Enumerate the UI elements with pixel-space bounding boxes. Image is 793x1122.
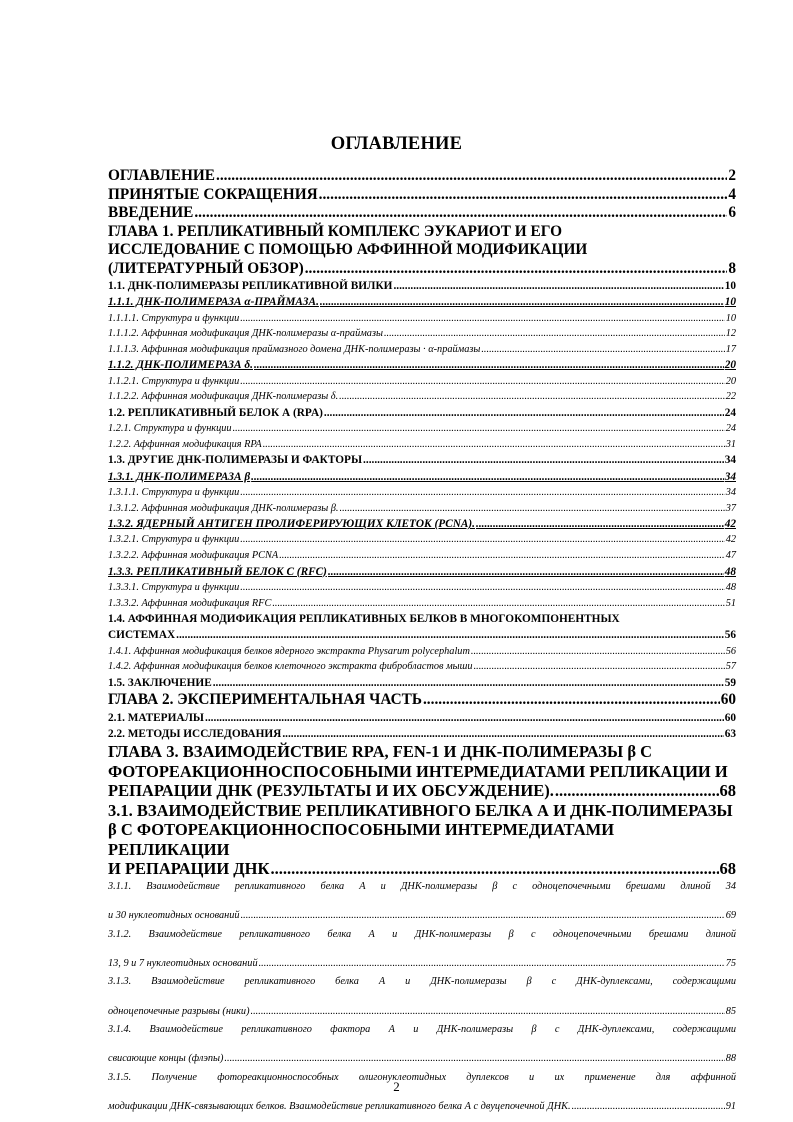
dot-leader	[240, 580, 724, 596]
dot-leader	[240, 311, 724, 327]
toc-entry-title-line: 1.4. АФФИННАЯ МОДИФИКАЦИЯ РЕПЛИКАТИВНЫХ БЕЛКОВ В МНОГОКОМПОНЕНТНЫХ	[108, 613, 620, 626]
toc-entry-page: 60	[724, 711, 736, 724]
toc-entry[interactable]	[108, 532, 736, 548]
toc-entry-title-line: ГЛАВА 3. ВЗАИМОДЕЙСТВИЕ RPA, FEN-1 И ДНК-ПОЛИМЕРАЗЫ β С	[108, 742, 653, 762]
toc-entry-title: 2.2. МЕТОДЫ ИССЛЕДОВАНИЯ	[108, 727, 282, 740]
toc-entry[interactable]	[108, 485, 736, 501]
toc-entry-title: ОГЛАВЛЕНИЕ	[108, 167, 215, 184]
dot-leader	[224, 1052, 724, 1067]
toc-entry[interactable]	[108, 975, 736, 1019]
dot-leader	[251, 469, 724, 485]
dot-leader	[176, 627, 724, 643]
table-of-contents	[108, 167, 736, 1115]
toc-entry-title: 1.5. ЗАКЛЮЧЕНИЕ	[108, 676, 212, 689]
toc-entry-title: 1.1.1.3. Аффинная модификация праймазного домена ДНК-полимеразы · α-праймазы	[108, 343, 481, 355]
toc-entry[interactable]	[108, 326, 736, 342]
toc-entry[interactable]	[108, 186, 736, 205]
dot-leader	[555, 781, 719, 801]
toc-entry-title-line: 3.1.1. Взаимодействие репликативного белка А и ДНК-полимеразы β с одноцепочечными брешами длиной 34	[108, 880, 736, 892]
toc-entry[interactable]	[108, 294, 736, 310]
toc-entry-title: РЕПАРАЦИИ ДНК (РЕЗУЛЬТАТЫ И ИХ ОБСУЖДЕНИЕ).	[108, 781, 554, 801]
toc-entry-title: 1.2.2. Аффинная модификация RPA	[108, 438, 262, 450]
toc-entry-title: 1.1.1. ДНК-ПОЛИМЕРАЗА α-ПРАЙМАЗА.	[108, 296, 319, 309]
dot-leader	[339, 389, 725, 405]
toc-entry[interactable]	[108, 548, 736, 564]
toc-entry-page: 85	[725, 1005, 736, 1017]
dot-leader	[474, 659, 725, 675]
toc-entry[interactable]	[108, 710, 736, 726]
toc-entry-page: 8	[728, 259, 736, 277]
toc-entry[interactable]	[108, 204, 736, 223]
dot-leader	[572, 1100, 725, 1115]
toc-entry-page: 42	[724, 518, 736, 531]
toc-entry[interactable]	[108, 437, 736, 453]
toc-entry[interactable]	[108, 742, 736, 801]
toc-entry-title: и 30 нуклеотидных оснований	[108, 909, 240, 921]
toc-entry-page: 42	[725, 534, 736, 546]
toc-entry[interactable]	[108, 611, 736, 644]
toc-entry-page: 91	[725, 1101, 736, 1113]
toc-entry-title: 13, 9 и 7 нуклеотидных оснований	[108, 957, 258, 969]
toc-entry-page: 20	[725, 375, 736, 387]
toc-entry[interactable]	[108, 311, 736, 327]
toc-entry-title: 1.3. ДРУГИЕ ДНК-ПОЛИМЕРАЗЫ И ФАКТОРЫ	[108, 454, 363, 467]
toc-entry-page: 34	[724, 470, 736, 483]
toc-entry-page: 31	[725, 438, 736, 450]
toc-entry-title: 1.1.2. ДНК-ПОЛИМЕРАЗА δ.	[108, 359, 253, 372]
toc-entry[interactable]	[108, 801, 736, 879]
dot-leader	[240, 532, 724, 548]
dot-leader	[320, 294, 724, 310]
dot-leader	[270, 859, 718, 879]
toc-entry-page: 68	[719, 859, 736, 879]
toc-entry[interactable]	[108, 469, 736, 485]
toc-entry-title-line: ИССЛЕДОВАНИЕ С ПОМОЩЬЮ АФФИННОЙ МОДИФИКАЦИИ	[108, 241, 588, 258]
toc-entry-title: свисающие концы (флэпы)	[108, 1053, 224, 1065]
dot-leader	[328, 564, 724, 580]
dot-leader	[471, 644, 725, 660]
toc-entry[interactable]	[108, 564, 736, 580]
toc-entry-title: СИСТЕМАХ	[108, 629, 176, 642]
toc-entry-page: 68	[719, 781, 736, 801]
toc-entry-title: 1.1.2.1. Структура и функции	[108, 375, 240, 387]
dot-leader	[282, 726, 723, 742]
toc-entry-page: 69	[725, 909, 736, 921]
toc-entry-title: 1.3.1. ДНК-ПОЛИМЕРАЗА β	[108, 470, 251, 483]
toc-entry-title-line: 3.1. ВЗАИМОДЕЙСТВИЕ РЕПЛИКАТИВНОГО БЕЛКА А И ДНК-ПОЛИМЕРАЗЫ	[108, 800, 733, 820]
toc-entry-title: модификации ДНК-связывающих белков. Взаимодействие репликативного белка А с двуцепочечной ДНК.	[108, 1101, 571, 1113]
toc-entry-title: 1.2.1. Структура и функции	[108, 423, 232, 435]
toc-entry-page: 4	[728, 185, 736, 203]
toc-entry-page: 2	[728, 167, 736, 184]
dot-leader	[324, 405, 724, 421]
toc-entry-title: 1.3.3.2. Аффинная модификация RFC	[108, 597, 272, 609]
dot-leader	[481, 342, 724, 358]
toc-entry-title: 1.4.2. Аффинная модификация белков клеточного экстракта фибробластов мыши	[108, 661, 473, 673]
toc-entry-title-line: 3.1.5. Получение фотореакционноспособных олигонуклеотидных дуплексов и их применение для аффинной	[108, 1071, 736, 1083]
toc-entry[interactable]	[108, 167, 736, 186]
dot-leader	[259, 957, 725, 972]
toc-entry-page: 48	[725, 581, 736, 593]
toc-entry-title: 1.3.2. ЯДЕРНЫЙ АНТИГЕН ПРОЛИФЕРИРУЮЩИХ КЛЕТОК (PCNA).	[108, 518, 476, 531]
toc-entry-page: 22	[725, 391, 736, 403]
dot-leader	[216, 167, 727, 186]
dot-leader	[393, 278, 723, 294]
toc-entry-page: 75	[725, 957, 736, 969]
toc-entry-title: ГЛАВА 2. ЭКСПЕРИМЕНТАЛЬНАЯ ЧАСТЬ	[108, 691, 422, 709]
toc-entry-title-line: 3.1.2. Взаимодействие репликативного белка А и ДНК-полимеразы β с одноцепочечными брешами длиной	[108, 928, 736, 940]
toc-entry-title-line: ГЛАВА 1. РЕПЛИКАТИВНЫЙ КОМПЛЕКС ЭУКАРИОТ И ЕГО	[108, 222, 562, 240]
toc-entry-title-line: β С ФОТОРЕАКЦИОННОСПОСОБНЫМИ ИНТЕРМЕДИАТАМИ РЕПЛИКАЦИИ	[108, 820, 615, 859]
toc-entry-title: 1.1.1.1. Структура и функции	[108, 312, 240, 324]
toc-entry-page: 10	[724, 296, 736, 309]
toc-entry[interactable]	[108, 691, 736, 710]
toc-entry-title: 1.1.2.2. Аффинная модификация ДНК-полимеразы δ.	[108, 391, 339, 403]
toc-entry[interactable]	[108, 644, 736, 660]
toc-entry-page: 24	[725, 423, 736, 435]
toc-entry-page: 12	[725, 328, 736, 340]
toc-entry-title: 1.3.3.1. Структура и функции	[108, 581, 240, 593]
dot-leader	[363, 452, 724, 468]
page-title: ОГЛАВЛЕНИЕ	[330, 134, 463, 154]
dot-leader	[240, 374, 724, 390]
toc-entry[interactable]	[108, 726, 736, 742]
dot-leader	[263, 437, 725, 453]
toc-entry[interactable]	[108, 389, 736, 405]
toc-entry-title: 2.1. МАТЕРИАЛЫ	[108, 711, 205, 724]
dot-leader	[279, 548, 725, 564]
toc-entry-title: 1.1. ДНК-ПОЛИМЕРАЗЫ РЕПЛИКАТИВНОЙ ВИЛКИ	[108, 280, 393, 292]
toc-entry-page: 57	[725, 661, 736, 673]
toc-entry[interactable]	[108, 374, 736, 390]
toc-entry-page: 10	[725, 312, 736, 324]
toc-entry[interactable]	[108, 501, 736, 517]
dot-leader	[251, 1005, 725, 1020]
toc-entry-title: 1.3.2.1. Структура и функции	[108, 534, 240, 546]
toc-entry[interactable]	[108, 580, 736, 596]
dot-leader	[241, 909, 725, 924]
toc-entry-title: ВВЕДЕНИЕ	[108, 204, 194, 221]
toc-entry-page: 20	[724, 359, 736, 372]
toc-entry[interactable]	[108, 675, 736, 691]
toc-entry-title: 1.3.1.1. Структура и функции	[108, 486, 240, 498]
toc-entry[interactable]	[108, 596, 736, 612]
toc-entry-page: 34	[725, 486, 736, 498]
dot-leader	[254, 357, 724, 373]
toc-entry-title-line: 3.1.4. Взаимодействие репликативного фактора А и ДНК-полимеразы β с ДНК-дуплексами, содержащими	[108, 1024, 736, 1036]
toc-entry-title: И РЕПАРАЦИИ ДНК	[108, 859, 270, 879]
toc-entry[interactable]	[108, 516, 736, 532]
dot-leader	[476, 516, 724, 532]
toc-entry-title: одноцепочечные разрывы (ники)	[108, 1005, 250, 1017]
toc-entry[interactable]	[108, 357, 736, 373]
dot-leader	[423, 691, 720, 710]
toc-entry[interactable]	[108, 1023, 736, 1067]
toc-entry[interactable]	[108, 928, 736, 972]
toc-entry-page: 17	[725, 343, 736, 355]
toc-entry-title-line: 3.1.3. Взаимодействие репликативного белка А и ДНК-полимеразы β с ДНК-дуплексами, содержащими	[108, 976, 736, 988]
toc-entry[interactable]	[108, 405, 736, 421]
dot-leader	[272, 596, 724, 612]
dot-leader	[205, 710, 724, 726]
toc-entry-title: (ЛИТЕРАТУРНЫЙ ОБЗОР)	[108, 259, 304, 277]
toc-entry-title-line: ФОТОРЕАКЦИОННОСПОСОБНЫМИ ИНТЕРМЕДИАТАМИ РЕПЛИКАЦИИ И	[108, 761, 728, 781]
toc-entry-page: 63	[724, 727, 736, 740]
toc-entry-page: 6	[728, 204, 736, 221]
toc-entry[interactable]	[108, 342, 736, 358]
dot-leader	[240, 485, 724, 501]
toc-entry-title: 1.3.2.2. Аффинная модификация PCNA	[108, 550, 279, 562]
dot-leader	[194, 204, 727, 223]
toc-entry-page: 10	[724, 280, 736, 292]
dot-leader	[213, 675, 724, 691]
dot-leader	[319, 186, 728, 205]
toc-entry-title: 1.3.3. РЕПЛИКАТИВНЫЙ БЕЛОК С (RFC)	[108, 565, 327, 578]
toc-entry-page: 56	[725, 645, 736, 657]
toc-entry[interactable]	[108, 223, 736, 279]
toc-entry-title: ПРИНЯТЫЕ СОКРАЩЕНИЯ	[108, 185, 318, 203]
toc-entry-title: 1.1.1.2. Аффинная модификация ДНК-полимеразы α-праймазы	[108, 328, 383, 340]
toc-entry[interactable]	[108, 452, 736, 468]
toc-entry-title: 1.3.1.2. Аффинная модификация ДНК-полимеразы β.	[108, 502, 339, 514]
toc-entry-page: 34	[724, 454, 736, 467]
toc-entry-page: 59	[724, 676, 736, 689]
toc-entry[interactable]	[108, 880, 736, 924]
toc-entry-page: 56	[724, 629, 736, 642]
dot-leader	[340, 501, 725, 517]
toc-entry[interactable]	[108, 278, 736, 294]
page-number: 2	[393, 1079, 400, 1094]
dot-leader	[384, 326, 725, 342]
dot-leader	[305, 260, 728, 279]
toc-entry-title: 1.4.1. Аффинная модификация белков ядерного экстракта Physarum polycephalum	[108, 645, 470, 657]
toc-entry-page: 47	[725, 550, 736, 562]
toc-entry-page: 60	[720, 691, 736, 709]
dot-leader	[233, 421, 725, 437]
toc-entry-title: 1.2. РЕПЛИКАТИВНЫЙ БЕЛОК А (RPA)	[108, 406, 323, 419]
toc-entry-page: 37	[725, 502, 736, 514]
toc-entry[interactable]	[108, 421, 736, 437]
toc-entry-page: 51	[725, 597, 736, 609]
toc-entry[interactable]	[108, 659, 736, 675]
toc-entry-page: 48	[724, 565, 736, 578]
toc-entry-page: 24	[724, 406, 736, 419]
toc-entry-page: 88	[725, 1053, 736, 1065]
